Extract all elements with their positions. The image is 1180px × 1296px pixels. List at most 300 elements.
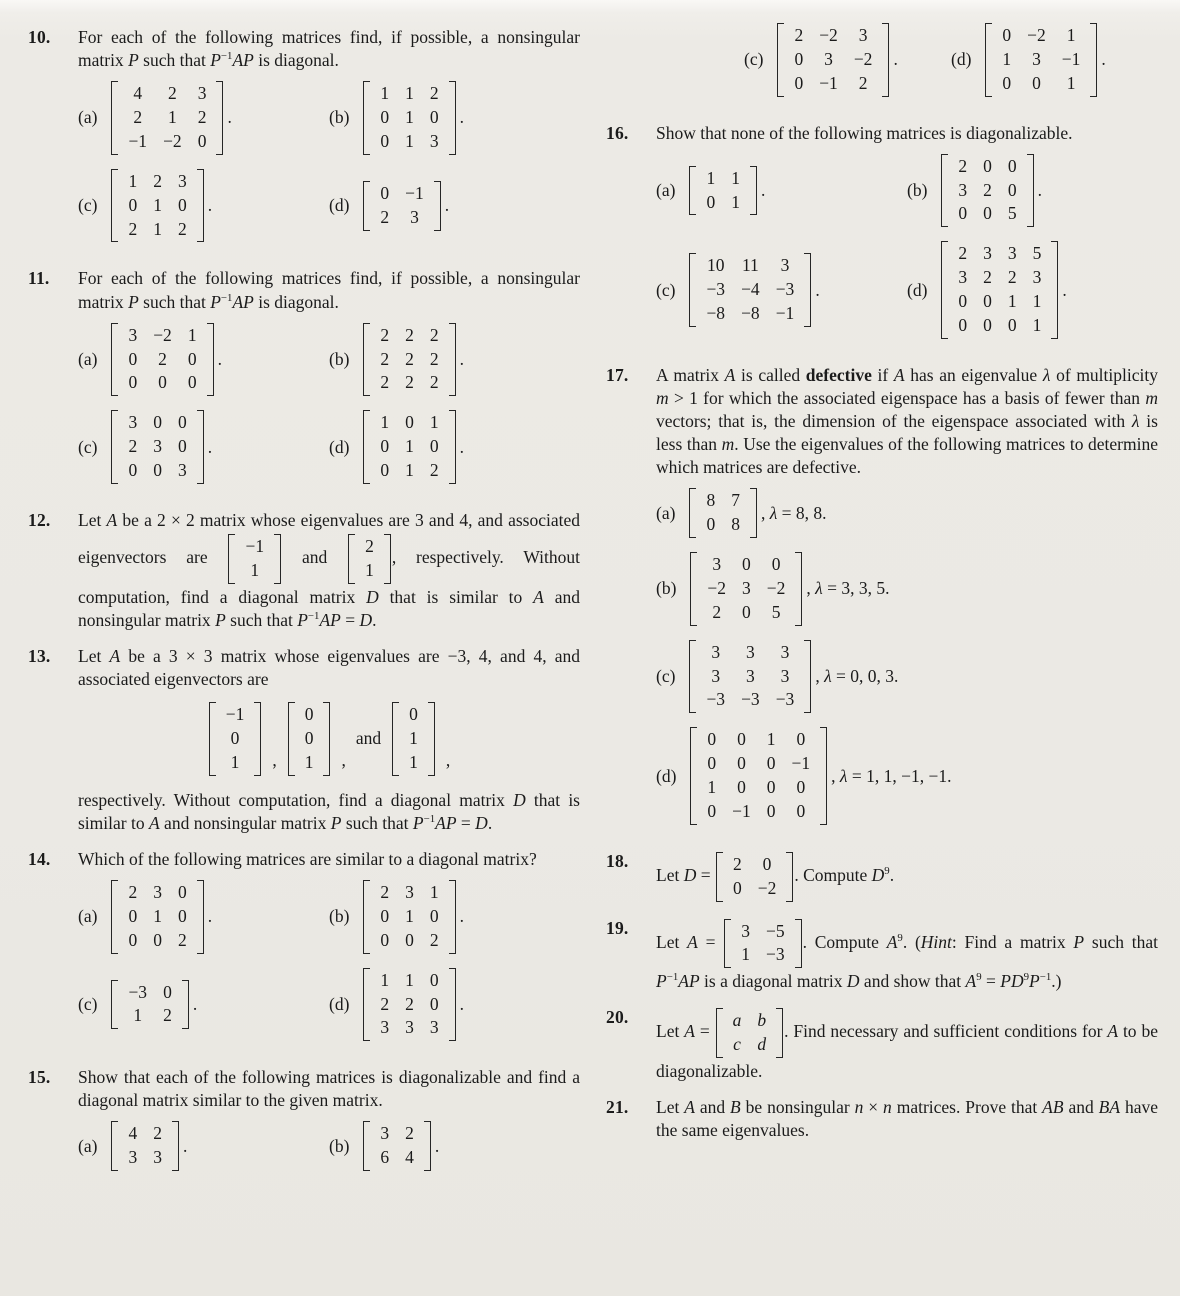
text-run: . [182, 1135, 188, 1156]
matrix-row [120, 1004, 179, 1028]
text-run: A [533, 586, 544, 607]
text-run: A [965, 971, 977, 992]
text-run: For each of the following matrices find, if possible, a nonsingular matrix [78, 268, 580, 312]
matrix-cell: −4 [741, 279, 760, 300]
matrix-cell: 0 [153, 460, 162, 480]
matrix-row [950, 290, 1049, 314]
matrix-row [120, 218, 194, 242]
part-suffix [208, 905, 212, 928]
matrix-cell: 3 [711, 641, 721, 662]
matrix-cell: 0 [794, 48, 804, 69]
matrix-grid [218, 703, 253, 775]
text-run: A [893, 364, 905, 385]
text-run: be nonsingular [740, 1097, 855, 1118]
matrix-grid [120, 981, 179, 1029]
matrix-cell: 4 [405, 1147, 414, 1168]
matrix-cell: 2 [429, 372, 439, 393]
part-label: (c) [656, 665, 676, 686]
matrix-cell: 2 [429, 929, 439, 950]
matrix-rows [699, 553, 793, 625]
matrix-rows [372, 411, 446, 483]
matrix-row [357, 559, 382, 583]
matrix-rows [786, 24, 880, 96]
bracket-right-icon [820, 727, 827, 825]
matrix-grid [698, 254, 802, 326]
matrix-cell: 0 [1007, 155, 1017, 176]
problem-number: 18. [606, 850, 629, 871]
text-run: Let [656, 864, 684, 885]
matrix-cell: −1 [819, 72, 838, 93]
matrix-cell: 0 [983, 314, 992, 335]
matrix-cell: 2 [380, 372, 390, 393]
matrix-rows [120, 82, 214, 154]
text-run: . [459, 107, 465, 128]
text-run: . ( [902, 931, 921, 952]
matrix-cell: −2 [153, 324, 172, 345]
matrix-cell: −8 [706, 303, 726, 324]
text-run: is a diagonal matrix [699, 971, 847, 992]
parts-row [656, 21, 1158, 99]
matrix-cell: 0 [177, 436, 187, 457]
matrix-cell: 0 [983, 155, 992, 176]
matrix [111, 81, 223, 155]
text-run: such that [138, 50, 211, 71]
matrix-row [372, 106, 446, 130]
vector-row [78, 700, 580, 778]
matrix-cell: 1 [731, 167, 740, 188]
matrix-cell: 2 [983, 179, 992, 200]
matrix-grid [372, 182, 431, 230]
part-label: (a) [656, 179, 676, 200]
text-run: = [340, 609, 360, 630]
part-item [656, 550, 1158, 628]
bracket-left-icon [209, 702, 216, 776]
text-run: A [106, 509, 118, 530]
text-run: . [207, 906, 213, 927]
part-label: (c) [78, 195, 98, 216]
matrix-cell: 0 [163, 981, 172, 1002]
text-run: P [210, 50, 221, 71]
matrix-cell: 2 [429, 348, 439, 369]
matrix-cell: 3 [153, 436, 162, 457]
matrix-row [297, 703, 322, 727]
bracket-right-icon [449, 81, 456, 155]
part-item [656, 164, 907, 218]
matrix-cell: 0 [230, 727, 240, 748]
bracket-left-icon [363, 181, 370, 231]
part-item [78, 1119, 329, 1173]
matrix-cell: 1 [707, 777, 717, 798]
matrix-row [237, 535, 272, 559]
matrix-row [218, 703, 253, 727]
problem-number [606, 14, 656, 109]
matrix-cell: 0 [737, 777, 746, 798]
bracket-left-icon [689, 640, 696, 714]
part-suffix [815, 279, 819, 302]
matrix-row [699, 553, 793, 577]
matrix-cell: 2 [380, 348, 390, 369]
matrix-cell: 0 [737, 753, 746, 774]
bracket-left-icon [111, 410, 118, 484]
bracket-left-icon [941, 154, 948, 228]
text-run: , [760, 502, 770, 523]
matrix-cell: 1 [429, 882, 439, 902]
matrix-cell: 4 [128, 1123, 138, 1144]
matrix-cell: 0 [380, 182, 390, 203]
text-run: P [128, 291, 139, 312]
matrix-cell: 1 [1066, 72, 1076, 93]
text-run: . [217, 348, 222, 369]
part-label: (d) [329, 993, 350, 1014]
text-run: is less than [656, 411, 1158, 455]
matrix-rows [372, 881, 446, 953]
part-item [656, 638, 1158, 716]
matrix-rows [372, 1122, 422, 1170]
problem-number: 15. [28, 1067, 51, 1088]
text-run: λ [1042, 364, 1051, 385]
matrix-cell: 6 [380, 1147, 390, 1168]
matrix-row [120, 929, 194, 953]
matrix-row [698, 688, 802, 712]
paragraph [78, 789, 580, 835]
matrix-cell: a [732, 1010, 742, 1031]
matrix-cell: 1 [1032, 291, 1042, 312]
part-suffix [460, 993, 464, 1016]
problem-body [656, 1096, 1158, 1142]
text-run: . [459, 436, 465, 457]
matrix-row [401, 703, 426, 727]
bracket-right-icon [449, 323, 456, 397]
text-run: be a 3 × 3 matrix whose eigenvalues are −3, 4, and 4, and associated eigenvectors are [78, 645, 580, 689]
bracket-right-icon [882, 23, 889, 97]
matrix-cell: 1 [1066, 25, 1076, 45]
matrix-cell: 3 [410, 206, 419, 227]
matrix-cell: −1 [128, 130, 148, 151]
matrix-row [218, 751, 253, 775]
matrix-cell: 2 [429, 324, 439, 345]
matrix-grid [372, 1122, 422, 1170]
matrix-cell: 3 [1032, 267, 1042, 288]
bracket-left-icon [288, 702, 295, 776]
matrix-cell: 2 [128, 882, 138, 902]
matrix-cell: 0 [153, 412, 162, 433]
bracket-right-icon [750, 166, 757, 216]
part-label: (a) [78, 107, 98, 128]
matrix-row [372, 1146, 422, 1170]
paragraph [78, 848, 580, 871]
matrix-row [699, 601, 793, 625]
matrix-cell: d [757, 1034, 767, 1055]
matrix-row [698, 191, 748, 215]
text-run: Show that each of the following matrices is diagonalizable and find a diagonal matrix similar to the given matrix. [78, 1067, 580, 1111]
part-suffix [1101, 48, 1105, 71]
matrix-rows [218, 703, 253, 775]
text-run: , respectively. Without computation, find a diagonal matrix [78, 546, 580, 607]
bracket-left-icon [689, 488, 696, 538]
matrix-cell: 0 [766, 777, 776, 798]
parts-row [656, 725, 1158, 827]
text-run: D [683, 864, 697, 885]
matrix-rows [699, 728, 818, 824]
text-run: Let [78, 645, 110, 666]
matrix-cell: 2 [405, 993, 414, 1014]
matrix-cell: 1 [168, 107, 177, 128]
text-run: A [148, 812, 160, 833]
text-run: . [1101, 49, 1106, 70]
paragraph [656, 122, 1158, 145]
parts-row [78, 408, 580, 486]
part-item [329, 79, 580, 157]
bracket-left-icon [111, 323, 118, 397]
matrix-row [786, 48, 880, 72]
bracket-right-icon [1027, 154, 1034, 228]
matrix-cell: 3 [711, 665, 721, 686]
paragraph [78, 26, 580, 72]
matrix-cell: 11 [741, 255, 759, 276]
matrix-cell: −1 [245, 535, 265, 556]
bracket-right-icon [449, 880, 456, 954]
problem-number: 20. [606, 1007, 629, 1028]
matrix-cell: 1 [731, 191, 740, 212]
matrix-rows [698, 641, 802, 713]
matrix-cell: −2 [853, 48, 873, 69]
problem [606, 364, 1158, 837]
problem [28, 848, 580, 1053]
matrix-row [699, 776, 818, 800]
text-run: has an eigenvalue [904, 364, 1043, 385]
matrix-cell: −1 [732, 800, 751, 821]
matrix-row [120, 371, 204, 395]
matrix [363, 323, 455, 397]
text-run: such that [138, 291, 211, 312]
matrix-cell: −2 [757, 877, 777, 898]
matrix-cell: 1 [405, 130, 414, 151]
matrix-grid [120, 411, 194, 483]
text-run: P [412, 812, 424, 833]
parts-row [78, 321, 580, 399]
text-run: . [207, 436, 213, 457]
matrix-cell: 0 [128, 372, 138, 393]
matrix-row [120, 170, 194, 194]
matrix-cell: 3 [405, 882, 414, 902]
part-label: (c) [656, 279, 676, 300]
matrix-cell: 2 [958, 243, 968, 264]
superscript: 9 [976, 971, 982, 984]
text-run: = [981, 971, 1001, 992]
matrix-cell: 3 [177, 460, 187, 480]
matrix [363, 1121, 431, 1171]
matrix-row [372, 929, 446, 953]
text-run: such that [225, 609, 298, 630]
bracket-left-icon [392, 702, 399, 776]
matrix-cell: 3 [958, 179, 968, 200]
problem-body [656, 850, 1158, 904]
matrix-cell: 3 [128, 324, 138, 345]
matrix-row [699, 800, 818, 824]
matrix-rows [994, 24, 1088, 96]
matrix-cell: 0 [796, 800, 806, 821]
matrix-cell: 3 [197, 83, 207, 104]
matrix-cell: 0 [707, 753, 717, 774]
text-run: λ [1131, 411, 1140, 432]
problem [606, 1096, 1158, 1142]
matrix-rows [733, 920, 792, 968]
matrix-row [372, 459, 446, 483]
matrix-row [372, 881, 446, 905]
bracket-left-icon [363, 880, 370, 954]
text-run: that is similar to [378, 586, 534, 607]
matrix-cell: 1 [230, 751, 240, 772]
matrix-cell: 2 [128, 436, 138, 457]
matrix-row [401, 727, 426, 751]
bracket-left-icon [689, 166, 696, 216]
bracket-right-icon [804, 640, 811, 714]
matrix-row [699, 752, 818, 776]
superscript: −1 [307, 609, 320, 622]
text-run: and nonsingular matrix [78, 586, 580, 630]
bracket-left-icon [363, 81, 370, 155]
superscript: 9 [1023, 971, 1030, 984]
text-run: , [445, 749, 451, 770]
matrix-cell: 1 [1002, 48, 1012, 69]
matrix-cell: 0 [405, 412, 414, 433]
matrix-cell: 2 [405, 348, 414, 369]
problem-body [656, 917, 1158, 994]
matrix-cell: 2 [732, 853, 742, 874]
text-run: , [815, 665, 825, 686]
matrix-row [297, 751, 322, 775]
matrix-row [733, 920, 792, 944]
matrix-cell: 2 [405, 1123, 414, 1144]
matrix-grid [297, 703, 322, 775]
text-run: m [721, 434, 735, 455]
part-item [78, 167, 329, 245]
matrix [724, 919, 801, 969]
matrix-cell: 1 [405, 436, 414, 457]
text-run: = 8, 8. [777, 502, 827, 523]
matrix-cell: 1 [133, 1005, 143, 1026]
matrix-row [994, 48, 1088, 72]
matrix-cell: 2 [429, 460, 439, 480]
matrix-cell: 1 [405, 107, 414, 128]
bracket-right-icon [197, 410, 204, 484]
text-run: and nonsingular matrix [159, 812, 331, 833]
matrix-cell: 3 [128, 1147, 138, 1168]
part-suffix [1038, 179, 1042, 202]
part-label: (c) [78, 436, 98, 457]
part-suffix [815, 665, 898, 688]
matrix-cell: 3 [742, 577, 751, 598]
matrix-row [120, 194, 194, 218]
bracket-right-icon [434, 181, 441, 231]
matrix-row [372, 182, 431, 206]
text-run: . Compute [802, 931, 887, 952]
matrix-rows [120, 411, 194, 483]
matrix-cell: 0 [429, 993, 439, 1014]
superscript: 9 [884, 864, 890, 877]
matrix [689, 488, 757, 538]
matrix-rows [950, 242, 1049, 338]
problem [28, 1066, 580, 1183]
matrix-cell: −2 [707, 577, 727, 598]
matrix-cell: 0 [304, 704, 314, 725]
part-label: (d) [329, 195, 350, 216]
matrix-cell: 1 [380, 969, 390, 990]
text-run: AB [1042, 1097, 1064, 1118]
text-run: Hint [920, 931, 952, 952]
matrix-row [950, 155, 1024, 179]
matrix-row [698, 302, 802, 326]
text-run: P [656, 971, 667, 992]
matrix-row [950, 202, 1024, 226]
text-run: . [227, 107, 232, 128]
part-label: (b) [329, 1135, 350, 1156]
superscript: −1 [220, 291, 233, 304]
text-run: . [459, 348, 465, 369]
text-run: P [128, 50, 139, 71]
paragraph [78, 645, 580, 691]
matrix-cell: −3 [741, 689, 760, 710]
matrix-cell: 3 [741, 920, 750, 941]
text-run: P [330, 812, 342, 833]
matrix-cell: 3 [1007, 243, 1017, 264]
paragraph [78, 1066, 580, 1112]
matrix-row [120, 82, 214, 106]
text-run: . [207, 195, 213, 216]
matrix-cell: 2 [405, 324, 414, 345]
text-run: .) [1051, 971, 1062, 992]
problem [28, 267, 580, 495]
part-suffix [435, 1135, 439, 1158]
text-run: is called [735, 364, 806, 385]
problem-number: 17. [606, 364, 629, 385]
matrix-row [237, 559, 272, 583]
part-item [329, 878, 580, 956]
matrix-cell: 2 [712, 601, 722, 622]
matrix-cell: 2 [380, 993, 390, 1014]
matrix-grid [699, 728, 818, 824]
problem-number: 10. [28, 27, 51, 47]
matrix-rows [297, 703, 322, 775]
matrix-cell: 1 [1007, 291, 1017, 312]
superscript: −1 [423, 812, 436, 825]
text-run: such that [341, 812, 413, 833]
matrix-cell: 3 [405, 1017, 414, 1038]
text-run: A [684, 1021, 695, 1042]
bracket-right-icon [795, 552, 802, 626]
matrix-rows [120, 881, 194, 953]
matrix-cell: 3 [780, 665, 790, 686]
matrix-cell: 8 [706, 490, 716, 511]
part-suffix [460, 436, 464, 459]
matrix [716, 1008, 784, 1058]
bracket-left-icon [363, 1121, 370, 1171]
matrix-cell: 2 [128, 218, 138, 239]
matrix-cell: 1 [405, 460, 414, 480]
matrix [690, 727, 827, 825]
bracket-right-icon [274, 534, 281, 584]
matrix-grid [786, 24, 880, 96]
bracket-right-icon [172, 1121, 179, 1171]
parts-row [656, 638, 1158, 716]
text-run: respectively. Without computation, find a diagonal matrix [78, 789, 514, 810]
matrix-row [372, 905, 446, 929]
bracket-right-icon [207, 323, 214, 397]
matrix-cell: 10 [707, 255, 725, 276]
matrix-cell: −1 [1061, 48, 1081, 69]
text-run: m [1145, 387, 1158, 408]
matrix-grid [698, 641, 802, 713]
